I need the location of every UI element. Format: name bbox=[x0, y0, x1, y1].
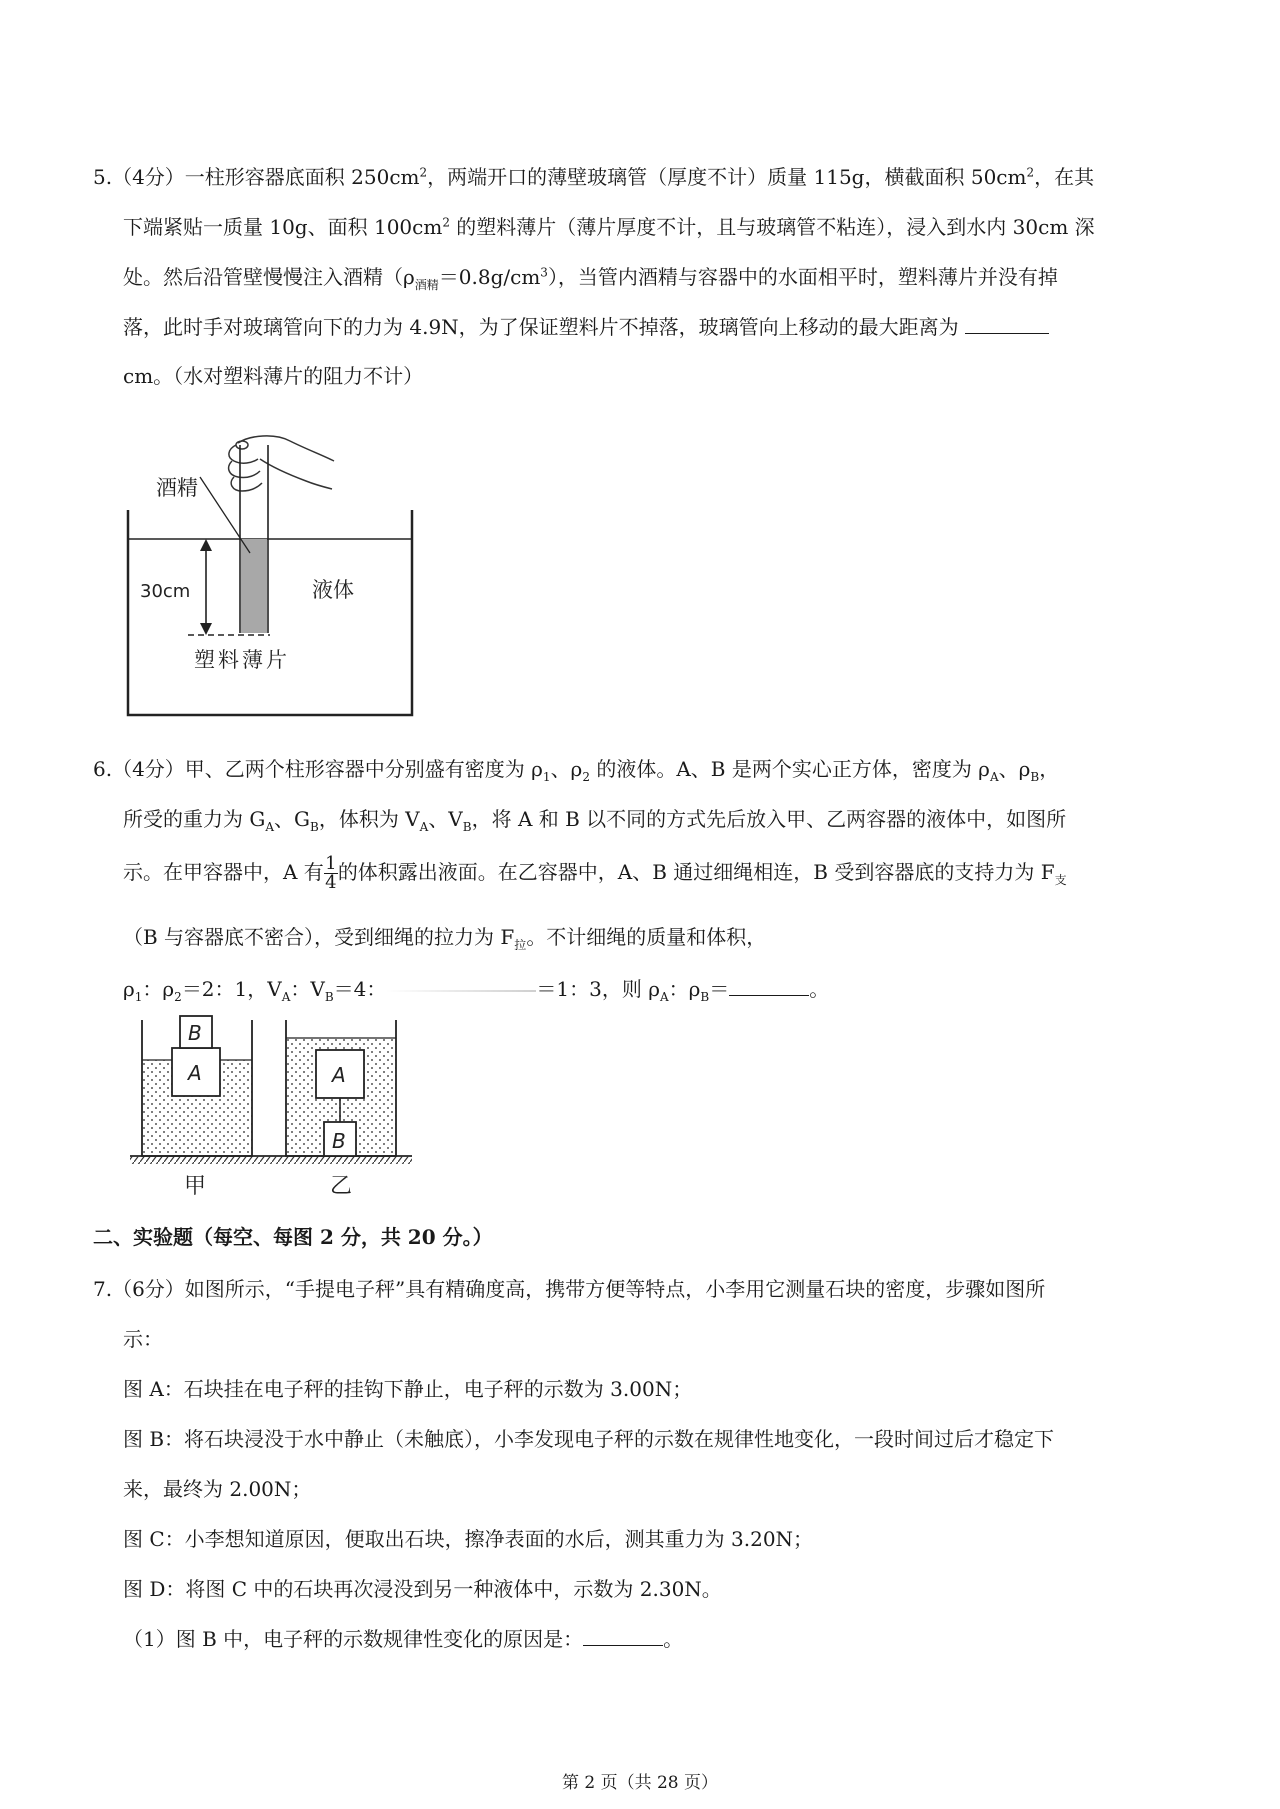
alcohol-leader bbox=[200, 477, 250, 553]
section-heading: 二、实验题（每空、每图 2 分，共 20 分。） bbox=[93, 1225, 493, 1249]
q6-line-4: （B 与容器底不密合），受到细绳的拉力为 $F_拉$。不计细绳的质量和体积， bbox=[123, 925, 767, 952]
q5-line-5: cm。（水对塑料薄片的阻力不计） bbox=[123, 364, 424, 388]
q7-sub-question-1: （1）图 B 中，电子秤的示数规律性变化的原因是： 。 bbox=[123, 1627, 684, 1651]
container-outline bbox=[128, 510, 412, 715]
label-yi: 乙 bbox=[330, 1174, 353, 1199]
page-footer: 第 2 页（共 28 页） bbox=[561, 1773, 719, 1793]
q6-line-3: 示。在甲容器中，A 有 $\frac{1}{4}$ 的体积露出液面。在乙容器中，A、B 通过细绳相连，B 受到容器底的支持力为 $F_支$ bbox=[123, 853, 1067, 893]
ground-hatch bbox=[130, 1156, 412, 1164]
q7-step-b-1: 图 B：将石块浸没于水中静止（未触底），小李发现电子秤的示数在规律性地变化，一段时间过后才稳定下 bbox=[123, 1427, 1055, 1451]
label-jia: 甲 bbox=[184, 1174, 207, 1199]
label-alcohol: 酒精 bbox=[156, 476, 198, 500]
q5-figure bbox=[110, 415, 430, 725]
q7-step-c: 图 C：小李想知道原因，便取出石块，擦净表面的水后，测其重力为 3.20N； bbox=[123, 1527, 814, 1551]
arrow-down-icon bbox=[200, 623, 212, 635]
q7-step-a: 图 A：石块挂在电子秤的挂钩下静止，电子秤的示数为 3.00N； bbox=[123, 1377, 693, 1401]
label-depth: 30cm bbox=[140, 581, 191, 602]
q7-step-d: 图 D：将图 C 中的石块再次浸没到另一种液体中，示数为 2.30N。 bbox=[123, 1577, 722, 1601]
label-liquid: 液体 bbox=[312, 578, 354, 602]
q5-line-2: 下端紧贴一质量 10g、面积 $100cm^2$ 的塑料薄片（薄片厚度不计，且与玻璃管不粘连），浸入到水内 30cm 深 bbox=[123, 215, 1095, 239]
arrow-up-icon bbox=[200, 539, 212, 551]
label-B-yi: B bbox=[332, 1129, 346, 1153]
q6-line-5: $\rho_1$：$\rho_2=2$：1，$V_A$：$V_B=4$： ＝1：3，则 $\rho_A$：$\rho_B=$ 。 bbox=[123, 977, 830, 1004]
q5-line-1: 5.（4分）一柱形容器底面积 $250cm^2$，两端开口的薄壁玻璃管（厚度不计）质量 115g，横截面积 $50cm^2$，在其 bbox=[93, 165, 1095, 189]
hand-illustration bbox=[229, 436, 334, 491]
q6-line-1: 6.（4分）甲、乙两个柱形容器中分别盛有密度为 $\rho_1$、$\rho_2$ 的液体。A、B 是两个实心正方体，密度为 $\rho_A$、$\rho_B$， bbox=[93, 757, 1060, 784]
q7-line-2: 示： bbox=[123, 1327, 163, 1351]
label-film: 塑料薄片 bbox=[194, 648, 290, 672]
answer-blank[interactable] bbox=[965, 315, 1049, 334]
alcohol-column bbox=[241, 539, 267, 633]
label-A-yi: A bbox=[332, 1063, 346, 1087]
label-A-jia: A bbox=[188, 1061, 202, 1085]
q5-line-3: 处。然后沿管壁慢慢注入酒精$(\rho_{酒精}=0.8g/cm^3)$，当管内酒精与容器中的水面相平时，塑料薄片并没有掉 bbox=[123, 265, 1058, 292]
answer-blank[interactable] bbox=[729, 977, 809, 996]
q7-step-b-2: 来，最终为 2.00N； bbox=[123, 1477, 312, 1501]
q5-line-4: 落，此时手对玻璃管向下的力为 4.9N，为了保证塑料片不掉落，玻璃管向上移动的最大距离为 bbox=[123, 314, 1049, 340]
label-B-jia: B bbox=[188, 1021, 202, 1045]
q6-figure bbox=[122, 1010, 422, 1200]
q6-line-2: 所受的重力为 $G_A$、$G_B$，体积为 $V_A$、$V_B$，将 A 和 B 以不同的方式先后放入甲、乙两容器的液体中，如图所 bbox=[123, 807, 1067, 834]
fraction-one-quarter: $\frac{1}{4}$ bbox=[325, 853, 337, 893]
scan-artifact bbox=[386, 990, 536, 992]
answer-blank[interactable] bbox=[583, 1627, 663, 1646]
q7-line-1: 7.（6分）如图所示，“手提电子秤”具有精确度高，携带方便等特点，小李用它测量石块的密度，步骤如图所 bbox=[93, 1277, 1046, 1301]
